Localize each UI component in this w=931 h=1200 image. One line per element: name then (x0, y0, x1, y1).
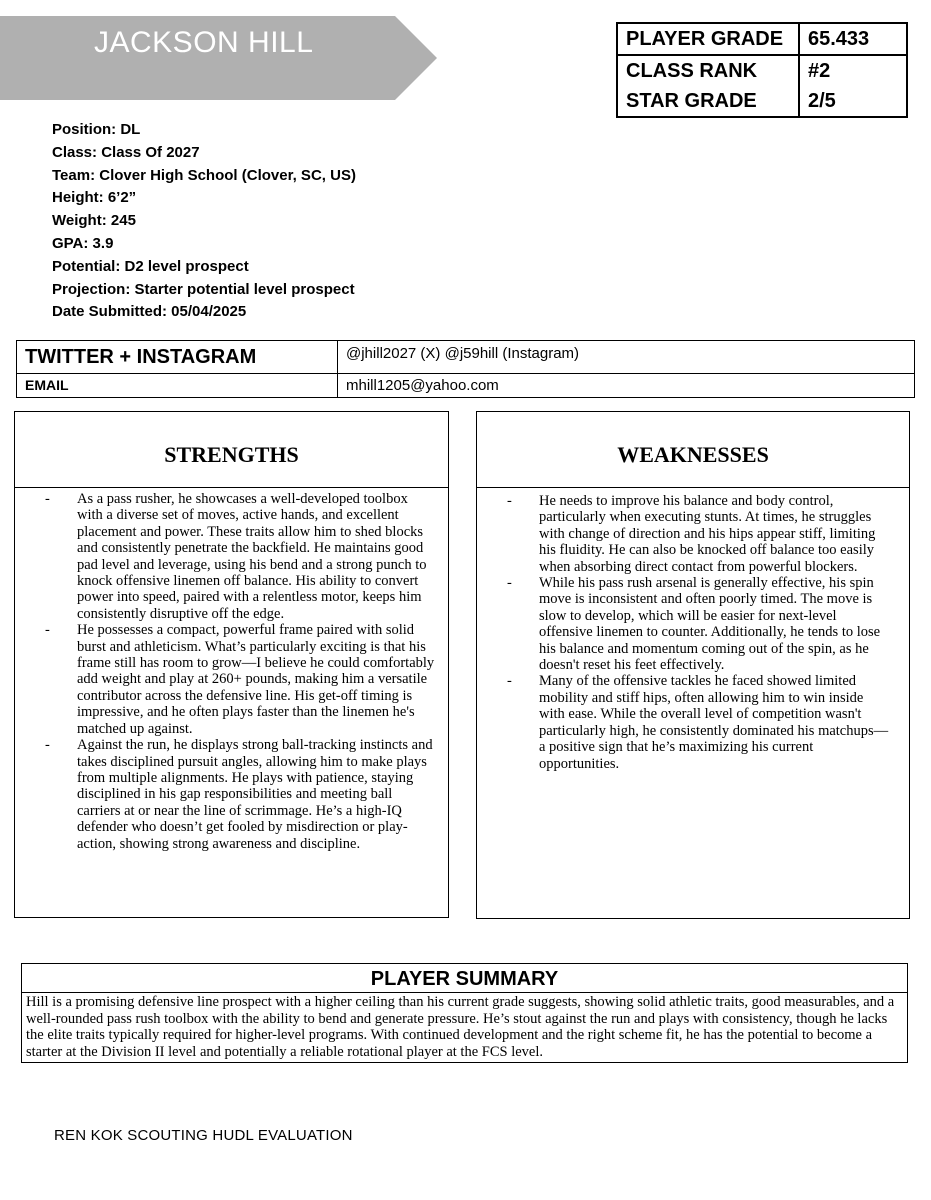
contact-table (16, 340, 915, 398)
info-weight: Weight: 245 (52, 212, 136, 230)
social-row (17, 341, 914, 373)
grade-label: STAR GRADE (617, 86, 799, 117)
strength-item: - He possesses a compact, powerful frame paired with solid burst and athleticism. What’s particularly exciting is that his frame still has room to grow—I believe he could comfortably add weight and play at 260+ pounds, making him a versatile contributor across the defensive line. His get-off timing is impressive, and he often plays faster than the linemen he's matched up against. (15, 622, 436, 737)
grade-table (616, 22, 908, 118)
player-info (52, 119, 356, 324)
info-position: Position: DL (52, 121, 141, 138)
email-address: mhill1205@yahoo.com (346, 377, 499, 394)
grade-value: 2/5 (799, 86, 907, 117)
summary-text: Hill is a promising defensive line prospect with a higher ceiling than his current grade suggests, showing solid athletic traits, good measurables, and a well-rounded pass rush toolbox with the ability to bend and generate pressure. He’s stout against the run and plays with consistency, though he lacks the elite traits typically required for higher-level programs. With continued development and the right scheme fit, he has the potential to become a starter at the Division II level and potentially a reliable rotational player at the FCS level. (26, 994, 895, 1060)
grade-value: 65.433 (799, 23, 907, 55)
info-potential: Potential: D2 level prospect (52, 257, 249, 275)
strengths-list (15, 488, 448, 852)
grade-row-class-rank (617, 55, 907, 86)
info-date-submitted: Date Submitted: 05/04/2025 (52, 303, 247, 321)
weaknesses-list (477, 488, 909, 772)
weaknesses-title: WEAKNESSES (477, 412, 909, 488)
social-handles: @jhill2027 (X) @j59hill (Instagram) (346, 345, 580, 362)
strength-item: - As a pass rusher, he showcases a well-developed toolbox with a diverse set of moves, active hands, and excellent placement and power. These traits allow him to shed blocks and consistently penetrate the backfield. He maintains good pad level and leverage, using his bend and a strong punch to knock offensive linemen off balance. His ability to convert power into speed, paired with a relentless motor, keeps him consistently disruptive off the edge. (15, 491, 436, 622)
info-height: Height: 6’2” (52, 189, 137, 207)
footer-text: REN KOK SCOUTING HUDL EVALUATION (54, 1127, 353, 1144)
email-label: EMAIL (17, 374, 338, 397)
summary-title: PLAYER SUMMARY (22, 964, 907, 993)
social-label: TWITTER + INSTAGRAM (17, 341, 338, 373)
player-name: JACKSON HILL (94, 26, 314, 59)
grade-label: CLASS RANK (617, 55, 799, 86)
player-summary-box (21, 963, 908, 1063)
strengths-box (14, 411, 449, 918)
info-class: Class: Class Of 2027 (52, 143, 200, 161)
weakness-item: - He needs to improve his balance and body control, particularly when executing stunts. At times, he struggles with change of direction and his hips appear stiff, limiting his fluidity. He can also be knocked off balance too easily when absorbing direct contact from powerful blockers. (477, 493, 891, 575)
grade-row-star-grade (617, 86, 907, 117)
weaknesses-box (476, 411, 910, 919)
grade-value: #2 (799, 55, 907, 86)
grade-label: PLAYER GRADE (617, 23, 799, 55)
info-projection: Projection: Starter potential level prospect (52, 280, 355, 298)
grade-row-player-grade (617, 23, 907, 55)
info-team: Team: Clover High School (Clover, SC, US) (52, 166, 356, 184)
strength-item: - Against the run, he displays strong ball-tracking instincts and takes disciplined pursuit angles, allowing him to make plays from multiple alignments. He plays with patience, staying disciplined in his gap responsibilities and meeting ball carriers at or near the line of scrimmage. He’s a high-IQ defender who doesn’t get fooled by misdirection or play-action, showing strong awareness and discipline. (15, 737, 436, 852)
weakness-item: - While his pass rush arsenal is generally effective, his spin move is inconsistent and often poorly timed. The move is slow to develop, which will be easier for next-level offensive linemen to counter. Additionally, he tends to lose his balance and momentum coming out of the spin, as he doesn't reset his feet effectively. (477, 575, 891, 673)
info-gpa: GPA: 3.9 (52, 234, 114, 252)
email-row (17, 373, 914, 397)
weakness-item: - Many of the offensive tackles he faced showed limited mobility and stiff hips, often allowing him to win inside with ease. While the overall level of competition wasn't particularly high, he consistently dominated his matchups—a positive sign that he’s maximizing his current opportunities. (477, 673, 891, 771)
strengths-title: STRENGTHS (15, 412, 448, 488)
